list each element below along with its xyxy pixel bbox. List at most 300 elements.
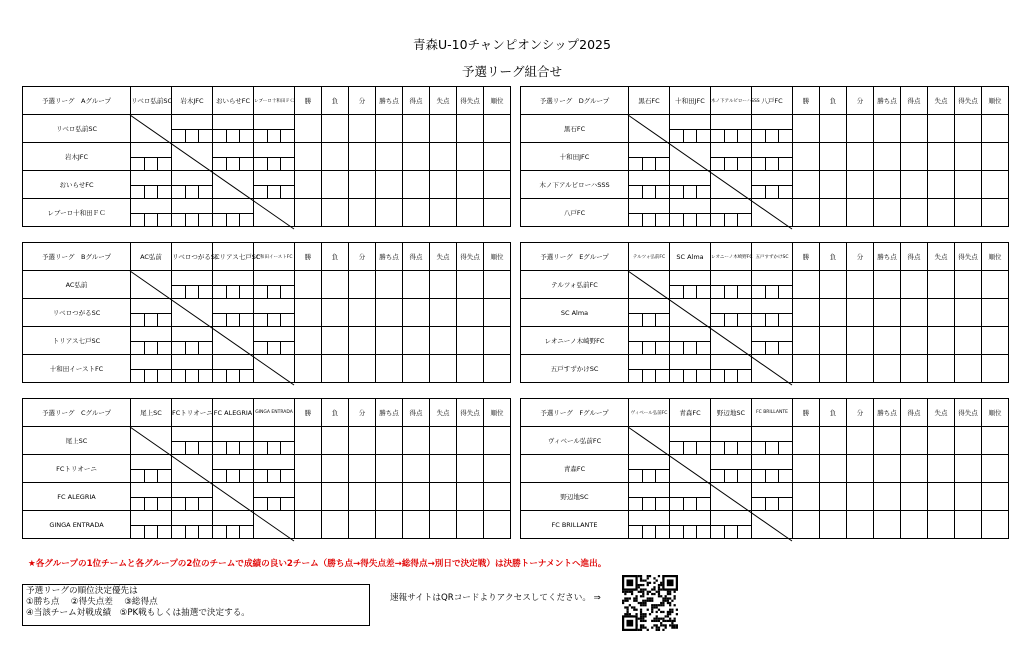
stat-cell[interactable] [928, 299, 955, 327]
score-cell[interactable] [213, 115, 254, 143]
stat-cell[interactable] [295, 299, 322, 327]
stat-cell[interactable] [982, 511, 1009, 539]
stat-cell[interactable] [847, 455, 874, 483]
score-cell[interactable] [752, 143, 793, 171]
score-cell[interactable] [711, 271, 752, 299]
stat-cell[interactable] [430, 115, 457, 143]
stat-cell[interactable] [403, 199, 430, 227]
stat-cell[interactable] [874, 299, 901, 327]
stat-cell[interactable] [430, 427, 457, 455]
stat-cell[interactable] [403, 355, 430, 383]
score-boxes [670, 129, 710, 142]
score-cell[interactable] [254, 299, 295, 327]
stat-cell[interactable] [322, 299, 349, 327]
stat-cell[interactable] [349, 455, 376, 483]
score-cell[interactable] [752, 115, 793, 143]
score-cell[interactable] [629, 171, 670, 199]
stat-cell[interactable] [376, 511, 403, 539]
score-cell[interactable] [711, 115, 752, 143]
stat-cell[interactable] [955, 483, 982, 511]
stat-cell[interactable] [349, 115, 376, 143]
score-cell[interactable] [213, 199, 254, 227]
score-cell[interactable] [752, 483, 793, 511]
stat-cell[interactable] [484, 483, 511, 511]
stat-cell[interactable] [295, 271, 322, 299]
stat-cell[interactable] [793, 115, 820, 143]
stat-cell[interactable] [457, 511, 484, 539]
stat-cell[interactable] [793, 299, 820, 327]
score-cell[interactable] [254, 455, 295, 483]
self-match-cell[interactable] [670, 455, 711, 483]
score-cell[interactable] [172, 171, 213, 199]
stat-cell[interactable] [484, 355, 511, 383]
stat-cell[interactable] [955, 271, 982, 299]
self-match-cell[interactable] [629, 115, 670, 143]
stat-cell[interactable] [820, 299, 847, 327]
stat-cell[interactable] [322, 115, 349, 143]
stat-cell[interactable] [295, 171, 322, 199]
stat-cell[interactable] [295, 143, 322, 171]
self-match-cell[interactable] [711, 327, 752, 355]
stat-cell[interactable] [901, 143, 928, 171]
stat-cell[interactable] [820, 511, 847, 539]
stat-cell[interactable] [955, 299, 982, 327]
stat-cell[interactable] [901, 115, 928, 143]
stat-cell[interactable] [376, 455, 403, 483]
stat-cell[interactable] [928, 455, 955, 483]
score-cell[interactable] [629, 199, 670, 227]
stat-cell[interactable] [430, 199, 457, 227]
self-match-cell[interactable] [172, 299, 213, 327]
stat-cell[interactable] [982, 483, 1009, 511]
stat-cell[interactable] [457, 427, 484, 455]
stat-cell[interactable] [457, 171, 484, 199]
score-cell[interactable] [752, 271, 793, 299]
rules-line-2: ④当該チーム対戦成績 ⑤PK戦もしくは抽選で決定する。 [26, 608, 250, 618]
stat-cell[interactable] [955, 143, 982, 171]
score-cell[interactable] [752, 299, 793, 327]
stat-cell[interactable] [793, 427, 820, 455]
score-cell[interactable] [629, 511, 670, 539]
stat-cell[interactable] [820, 427, 847, 455]
stat-cell[interactable] [928, 171, 955, 199]
score-cell[interactable] [711, 455, 752, 483]
stat-cell[interactable] [955, 115, 982, 143]
score-cell[interactable] [213, 143, 254, 171]
self-match-cell[interactable] [629, 427, 670, 455]
stat-cell[interactable] [349, 355, 376, 383]
stat-cell[interactable] [901, 455, 928, 483]
stat-cell[interactable] [820, 171, 847, 199]
stat-cell[interactable] [901, 427, 928, 455]
stat-cell[interactable] [874, 455, 901, 483]
stat-cell[interactable] [322, 455, 349, 483]
score-cell[interactable] [131, 171, 172, 199]
score-cell[interactable] [254, 171, 295, 199]
score-cell[interactable] [670, 171, 711, 199]
stat-cell[interactable] [982, 143, 1009, 171]
stat-cell[interactable] [955, 455, 982, 483]
stat-cell[interactable] [484, 299, 511, 327]
stat-cell[interactable] [376, 143, 403, 171]
stat-cell[interactable] [430, 171, 457, 199]
score-cell[interactable] [254, 271, 295, 299]
stat-cell[interactable] [295, 327, 322, 355]
stat-cell[interactable] [955, 171, 982, 199]
score-cell[interactable] [213, 355, 254, 383]
qr-code-icon[interactable] [618, 575, 682, 631]
stat-cell[interactable] [349, 327, 376, 355]
table-row [23, 483, 511, 511]
stat-cell[interactable] [901, 199, 928, 227]
stat-cell[interactable] [295, 483, 322, 511]
stat-cell[interactable] [928, 199, 955, 227]
stat-cell[interactable] [376, 171, 403, 199]
stat-cell[interactable] [793, 271, 820, 299]
stat-cell[interactable] [349, 511, 376, 539]
stat-cell[interactable] [982, 171, 1009, 199]
stat-cell[interactable] [322, 483, 349, 511]
score-cell[interactable] [131, 327, 172, 355]
stat-cell[interactable] [847, 511, 874, 539]
stat-cell[interactable] [847, 327, 874, 355]
score-cell[interactable] [711, 299, 752, 327]
stat-cell[interactable] [457, 143, 484, 171]
stat-cell[interactable] [982, 455, 1009, 483]
self-match-cell[interactable] [254, 355, 295, 383]
stat-cell[interactable] [847, 115, 874, 143]
self-match-cell[interactable] [213, 171, 254, 199]
stat-cell[interactable] [793, 511, 820, 539]
score-cell[interactable] [213, 427, 254, 455]
stat-cell[interactable] [457, 327, 484, 355]
stat-cell[interactable] [457, 115, 484, 143]
stat-cell[interactable] [295, 427, 322, 455]
score-cell[interactable] [752, 327, 793, 355]
stat-cell[interactable] [484, 171, 511, 199]
stat-cell[interactable] [376, 199, 403, 227]
stat-cell[interactable] [874, 427, 901, 455]
stat-cell[interactable] [847, 355, 874, 383]
stat-cell[interactable] [847, 271, 874, 299]
stat-cell[interactable] [982, 271, 1009, 299]
stat-cell[interactable] [322, 171, 349, 199]
stat-cell[interactable] [820, 199, 847, 227]
score-cell[interactable] [131, 511, 172, 539]
score-cell[interactable] [213, 511, 254, 539]
stat-cell[interactable] [295, 455, 322, 483]
score-cell[interactable] [254, 143, 295, 171]
score-cell[interactable] [752, 455, 793, 483]
stat-cell[interactable] [322, 143, 349, 171]
score-cell[interactable] [131, 143, 172, 171]
stat-cell[interactable] [430, 143, 457, 171]
stat-cell[interactable] [847, 427, 874, 455]
score-cell[interactable] [172, 483, 213, 511]
stat-cell[interactable] [484, 455, 511, 483]
self-match-cell[interactable] [629, 271, 670, 299]
stat-cell[interactable] [793, 327, 820, 355]
stat-cell[interactable] [820, 455, 847, 483]
stat-cell[interactable] [457, 455, 484, 483]
stat-cell[interactable] [793, 483, 820, 511]
opponent-header: FCトリオーニ [172, 399, 213, 427]
stat-header: 勝ち点 [874, 87, 901, 115]
stat-cell[interactable] [847, 299, 874, 327]
stat-cell[interactable] [484, 271, 511, 299]
stat-cell[interactable] [820, 327, 847, 355]
stat-cell[interactable] [376, 327, 403, 355]
score-cell[interactable] [629, 327, 670, 355]
self-match-cell[interactable] [172, 143, 213, 171]
score-boxes [254, 157, 294, 170]
stat-cell[interactable] [928, 511, 955, 539]
stat-cell[interactable] [874, 483, 901, 511]
stat-cell[interactable] [457, 271, 484, 299]
stat-cell[interactable] [295, 199, 322, 227]
stat-cell[interactable] [820, 483, 847, 511]
self-match-cell[interactable] [213, 327, 254, 355]
stat-cell[interactable] [955, 327, 982, 355]
score-cell[interactable] [131, 455, 172, 483]
stat-cell[interactable] [793, 143, 820, 171]
stat-cell[interactable] [901, 511, 928, 539]
self-match-cell[interactable] [131, 115, 172, 143]
stat-cell[interactable] [322, 355, 349, 383]
stat-cell[interactable] [901, 327, 928, 355]
self-match-cell[interactable] [711, 483, 752, 511]
score-cell[interactable] [131, 355, 172, 383]
stat-cell[interactable] [322, 199, 349, 227]
stat-cell[interactable] [430, 271, 457, 299]
stat-cell[interactable] [847, 143, 874, 171]
stat-cell[interactable] [349, 483, 376, 511]
score-cell[interactable] [172, 327, 213, 355]
self-match-cell[interactable] [131, 271, 172, 299]
stat-cell[interactable] [928, 115, 955, 143]
score-cell[interactable] [670, 271, 711, 299]
self-match-cell[interactable] [670, 143, 711, 171]
stat-cell[interactable] [322, 327, 349, 355]
score-cell[interactable] [254, 115, 295, 143]
self-match-cell[interactable] [711, 171, 752, 199]
score-cell[interactable] [172, 199, 213, 227]
stat-cell[interactable] [928, 143, 955, 171]
score-cell[interactable] [213, 271, 254, 299]
stat-cell[interactable] [430, 483, 457, 511]
self-match-cell[interactable] [131, 427, 172, 455]
score-cell[interactable] [254, 327, 295, 355]
stat-cell[interactable] [874, 199, 901, 227]
stat-cell[interactable] [955, 199, 982, 227]
score-cell[interactable] [629, 483, 670, 511]
stat-cell[interactable] [982, 115, 1009, 143]
stat-cell[interactable] [820, 355, 847, 383]
stat-cell[interactable] [874, 115, 901, 143]
stat-cell[interactable] [430, 327, 457, 355]
score-cell[interactable] [172, 271, 213, 299]
stat-cell[interactable] [484, 511, 511, 539]
stat-cell[interactable] [874, 327, 901, 355]
score-cell[interactable] [213, 455, 254, 483]
stat-cell[interactable] [820, 115, 847, 143]
stat-cell[interactable] [430, 355, 457, 383]
stat-cell[interactable] [403, 143, 430, 171]
stat-cell[interactable] [376, 427, 403, 455]
stat-cell[interactable] [376, 115, 403, 143]
score-cell[interactable] [711, 199, 752, 227]
stat-cell[interactable] [403, 299, 430, 327]
stat-header: 負 [820, 399, 847, 427]
score-cell[interactable] [670, 483, 711, 511]
stat-cell[interactable] [457, 355, 484, 383]
score-cell[interactable] [172, 511, 213, 539]
score-cell[interactable] [670, 355, 711, 383]
stat-cell[interactable] [901, 355, 928, 383]
stat-cell[interactable] [403, 171, 430, 199]
stat-cell[interactable] [901, 483, 928, 511]
self-match-cell[interactable] [752, 511, 793, 539]
score-cell[interactable] [670, 115, 711, 143]
score-cell[interactable] [752, 427, 793, 455]
stat-cell[interactable] [928, 483, 955, 511]
score-cell[interactable] [670, 427, 711, 455]
stat-cell[interactable] [874, 271, 901, 299]
stat-cell[interactable] [484, 427, 511, 455]
stat-cell[interactable] [982, 427, 1009, 455]
stat-cell[interactable] [457, 199, 484, 227]
stat-cell[interactable] [349, 171, 376, 199]
score-cell[interactable] [131, 199, 172, 227]
stat-header: 勝ち点 [376, 243, 403, 271]
stat-cell[interactable] [955, 511, 982, 539]
score-cell[interactable] [670, 327, 711, 355]
self-match-cell[interactable] [213, 483, 254, 511]
score-cell[interactable] [629, 455, 670, 483]
stat-cell[interactable] [847, 483, 874, 511]
stat-cell[interactable] [793, 455, 820, 483]
stat-cell[interactable] [874, 143, 901, 171]
stat-cell[interactable] [901, 171, 928, 199]
score-cell[interactable] [711, 143, 752, 171]
stat-header: 得点 [901, 243, 928, 271]
score-cell[interactable] [670, 199, 711, 227]
stat-cell[interactable] [982, 299, 1009, 327]
score-cell[interactable] [131, 483, 172, 511]
stat-cell[interactable] [430, 299, 457, 327]
self-match-cell[interactable] [670, 299, 711, 327]
stat-cell[interactable] [928, 427, 955, 455]
stat-cell[interactable] [430, 455, 457, 483]
stat-cell[interactable] [901, 299, 928, 327]
score-cell[interactable] [131, 299, 172, 327]
stat-cell[interactable] [349, 271, 376, 299]
stat-cell[interactable] [457, 483, 484, 511]
stat-cell[interactable] [901, 271, 928, 299]
score-cell[interactable] [711, 355, 752, 383]
score-cell[interactable] [172, 355, 213, 383]
stat-cell[interactable] [820, 271, 847, 299]
self-match-cell[interactable] [254, 511, 295, 539]
score-cell[interactable] [172, 115, 213, 143]
score-cell[interactable] [254, 427, 295, 455]
self-match-cell[interactable] [752, 355, 793, 383]
stat-cell[interactable] [349, 299, 376, 327]
stat-cell[interactable] [793, 355, 820, 383]
stat-cell[interactable] [457, 299, 484, 327]
stat-cell[interactable] [928, 271, 955, 299]
stat-cell[interactable] [349, 199, 376, 227]
stat-cell[interactable] [349, 427, 376, 455]
stat-cell[interactable] [295, 511, 322, 539]
stat-cell[interactable] [376, 355, 403, 383]
self-match-cell[interactable] [254, 199, 295, 227]
stat-cell[interactable] [295, 115, 322, 143]
stat-cell[interactable] [928, 327, 955, 355]
stat-cell[interactable] [403, 483, 430, 511]
score-cell[interactable] [711, 427, 752, 455]
stat-cell[interactable] [376, 483, 403, 511]
stat-cell[interactable] [403, 115, 430, 143]
stat-cell[interactable] [820, 143, 847, 171]
stat-cell[interactable] [403, 427, 430, 455]
opponent-header: 野辺地SC [711, 399, 752, 427]
stat-cell[interactable] [403, 455, 430, 483]
stat-cell[interactable] [982, 199, 1009, 227]
stat-cell[interactable] [376, 299, 403, 327]
stat-cell[interactable] [955, 355, 982, 383]
stat-cell[interactable] [484, 143, 511, 171]
stat-cell[interactable] [874, 171, 901, 199]
stat-cell[interactable] [403, 327, 430, 355]
stat-cell[interactable] [484, 115, 511, 143]
score-cell[interactable] [711, 511, 752, 539]
stat-header: 勝ち点 [376, 399, 403, 427]
score-cell[interactable] [629, 355, 670, 383]
stat-cell[interactable] [295, 355, 322, 383]
score-cell[interactable] [172, 427, 213, 455]
score-cell[interactable] [629, 143, 670, 171]
stat-cell[interactable] [847, 199, 874, 227]
stat-cell[interactable] [955, 427, 982, 455]
stat-cell[interactable] [793, 171, 820, 199]
stat-cell[interactable] [928, 355, 955, 383]
score-cell[interactable] [670, 511, 711, 539]
stat-cell[interactable] [484, 327, 511, 355]
stat-cell[interactable] [430, 511, 457, 539]
score-cell[interactable] [752, 171, 793, 199]
stat-cell[interactable] [793, 199, 820, 227]
stat-cell[interactable] [874, 355, 901, 383]
score-cell[interactable] [254, 483, 295, 511]
stat-cell[interactable] [322, 511, 349, 539]
stat-cell[interactable] [349, 143, 376, 171]
stat-cell[interactable] [322, 427, 349, 455]
stat-cell[interactable] [484, 199, 511, 227]
stat-cell[interactable] [982, 327, 1009, 355]
score-cell[interactable] [629, 299, 670, 327]
stat-cell[interactable] [874, 511, 901, 539]
stat-cell[interactable] [376, 271, 403, 299]
score-cell[interactable] [213, 299, 254, 327]
self-match-cell[interactable] [172, 455, 213, 483]
stat-cell[interactable] [403, 511, 430, 539]
stat-cell[interactable] [982, 355, 1009, 383]
stat-cell[interactable] [403, 271, 430, 299]
stat-cell[interactable] [847, 171, 874, 199]
self-match-cell[interactable] [752, 199, 793, 227]
stat-cell[interactable] [322, 271, 349, 299]
